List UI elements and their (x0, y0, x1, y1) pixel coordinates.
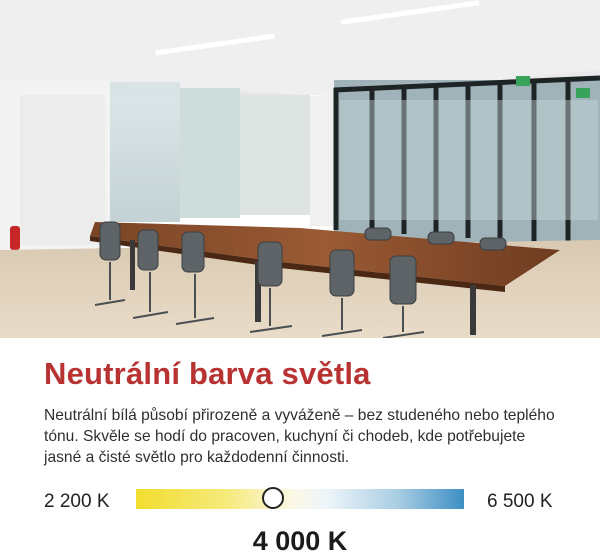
heading: Neutrální barva světla (44, 356, 371, 391)
exit-sign-icon (576, 88, 590, 98)
fire-extinguisher-icon (10, 226, 20, 250)
description: Neutrální bílá působí přirozeně a vyváženě – bez studeného nebo teplého tónu. Skvěle se hodí do pracoven, kuchyní či chodeb, kde potřebujete jasné a čisté světlo pro každodenní činnosti. (44, 407, 555, 466)
exit-sign-icon (516, 76, 530, 86)
scale-max-label: 6 500 K (487, 491, 553, 512)
scale-min-label: 2 200 K (44, 491, 110, 512)
color-temperature-bar (136, 489, 464, 509)
current-temperature: 4 000 K (252, 526, 348, 556)
